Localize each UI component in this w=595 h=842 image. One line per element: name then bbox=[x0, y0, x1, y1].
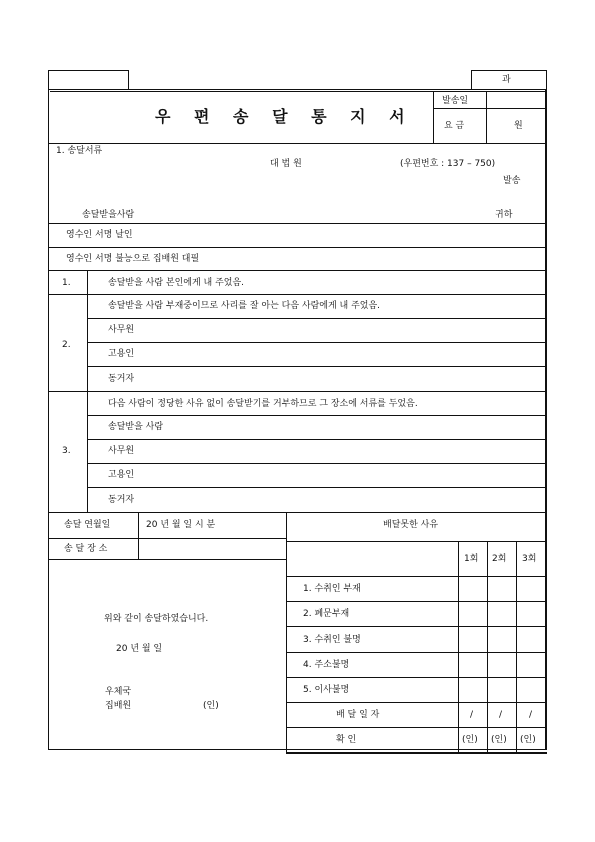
fee-unit: 원 bbox=[514, 121, 523, 131]
corner-label: 과 bbox=[502, 75, 511, 85]
statement: 위와 같이 송달하였습니다. bbox=[104, 614, 209, 624]
honorific: 귀하 bbox=[495, 210, 513, 220]
receipt-signed: 영수인 서명 날인 bbox=[66, 230, 133, 240]
send-label: 발송 bbox=[503, 176, 521, 186]
reason-title: 배달못한 사유 bbox=[383, 520, 439, 530]
item3-row: 동거자 bbox=[108, 495, 135, 505]
delivery-date-slash: / bbox=[470, 710, 474, 720]
post-office-label: 우체국 bbox=[105, 687, 132, 697]
date-line: 20 년 월 일 bbox=[116, 644, 163, 654]
attempt-1: 1회 bbox=[464, 554, 479, 564]
item3-num: 3. bbox=[62, 446, 71, 456]
item3-text: 다음 사람이 정당한 사유 없이 송달받기를 거부하므로 그 장소에 서류를 두었음. bbox=[108, 399, 418, 409]
section1-label: 1. 송달서류 bbox=[56, 146, 103, 156]
confirm-label: 확 인 bbox=[336, 735, 357, 745]
item2-row: 동거자 bbox=[108, 374, 135, 384]
attempt-2: 2회 bbox=[492, 554, 507, 564]
recipient-label: 송달받을사람 bbox=[82, 210, 135, 220]
reason-item: 1. 수취인 부재 bbox=[303, 584, 361, 594]
reason-item: 2. 폐문부재 bbox=[303, 609, 350, 619]
postal-code: (우편번호 : 137 – 750) bbox=[400, 159, 496, 169]
sent-date-label: 발송일 bbox=[442, 96, 469, 106]
item2-num: 2. bbox=[62, 340, 71, 350]
item1-num: 1. bbox=[62, 278, 71, 288]
top-left-box bbox=[48, 70, 129, 90]
item3-row: 송달받을 사람 bbox=[108, 422, 164, 432]
attempt-3: 3회 bbox=[522, 554, 537, 564]
fee-label: 요 금 bbox=[444, 121, 465, 131]
item2-row: 사무원 bbox=[108, 325, 135, 335]
carrier-label: 집배원 bbox=[105, 701, 132, 711]
item3-row: 고용인 bbox=[108, 470, 135, 480]
item1-text: 송달받을 사람 본인에게 내 주었음. bbox=[108, 278, 245, 288]
item2-text: 송달받을 사람 부재중이므로 사리를 잘 아는 다음 사람에게 내 주었음. bbox=[108, 301, 381, 311]
reason-item: 3. 수취인 불명 bbox=[303, 635, 361, 645]
seal-mark: (인) bbox=[520, 735, 536, 745]
carrier-seal: (인) bbox=[203, 701, 219, 711]
reason-item: 4. 주소불명 bbox=[303, 660, 350, 670]
court-name: 대 법 원 bbox=[270, 159, 302, 169]
seal-mark: (인) bbox=[462, 735, 478, 745]
datetime-value: 20 년 월 일 시 분 bbox=[146, 520, 216, 530]
delivery-date-label: 배 달 일 자 bbox=[336, 710, 380, 720]
seal-mark: (인) bbox=[491, 735, 507, 745]
delivery-date-slash: / bbox=[499, 710, 503, 720]
receipt-unsigned: 영수인 서명 불능으로 집배원 대필 bbox=[66, 254, 200, 264]
item2-row: 고용인 bbox=[108, 349, 135, 359]
reason-item: 5. 이사불명 bbox=[303, 685, 350, 695]
datetime-label: 송달 연월일 bbox=[64, 520, 111, 530]
place-label: 송 달 장 소 bbox=[64, 544, 108, 554]
item3-row: 사무원 bbox=[108, 446, 135, 456]
delivery-date-slash: / bbox=[529, 710, 533, 720]
form-title: 우 편 송 달 통 지 서 bbox=[155, 107, 414, 126]
